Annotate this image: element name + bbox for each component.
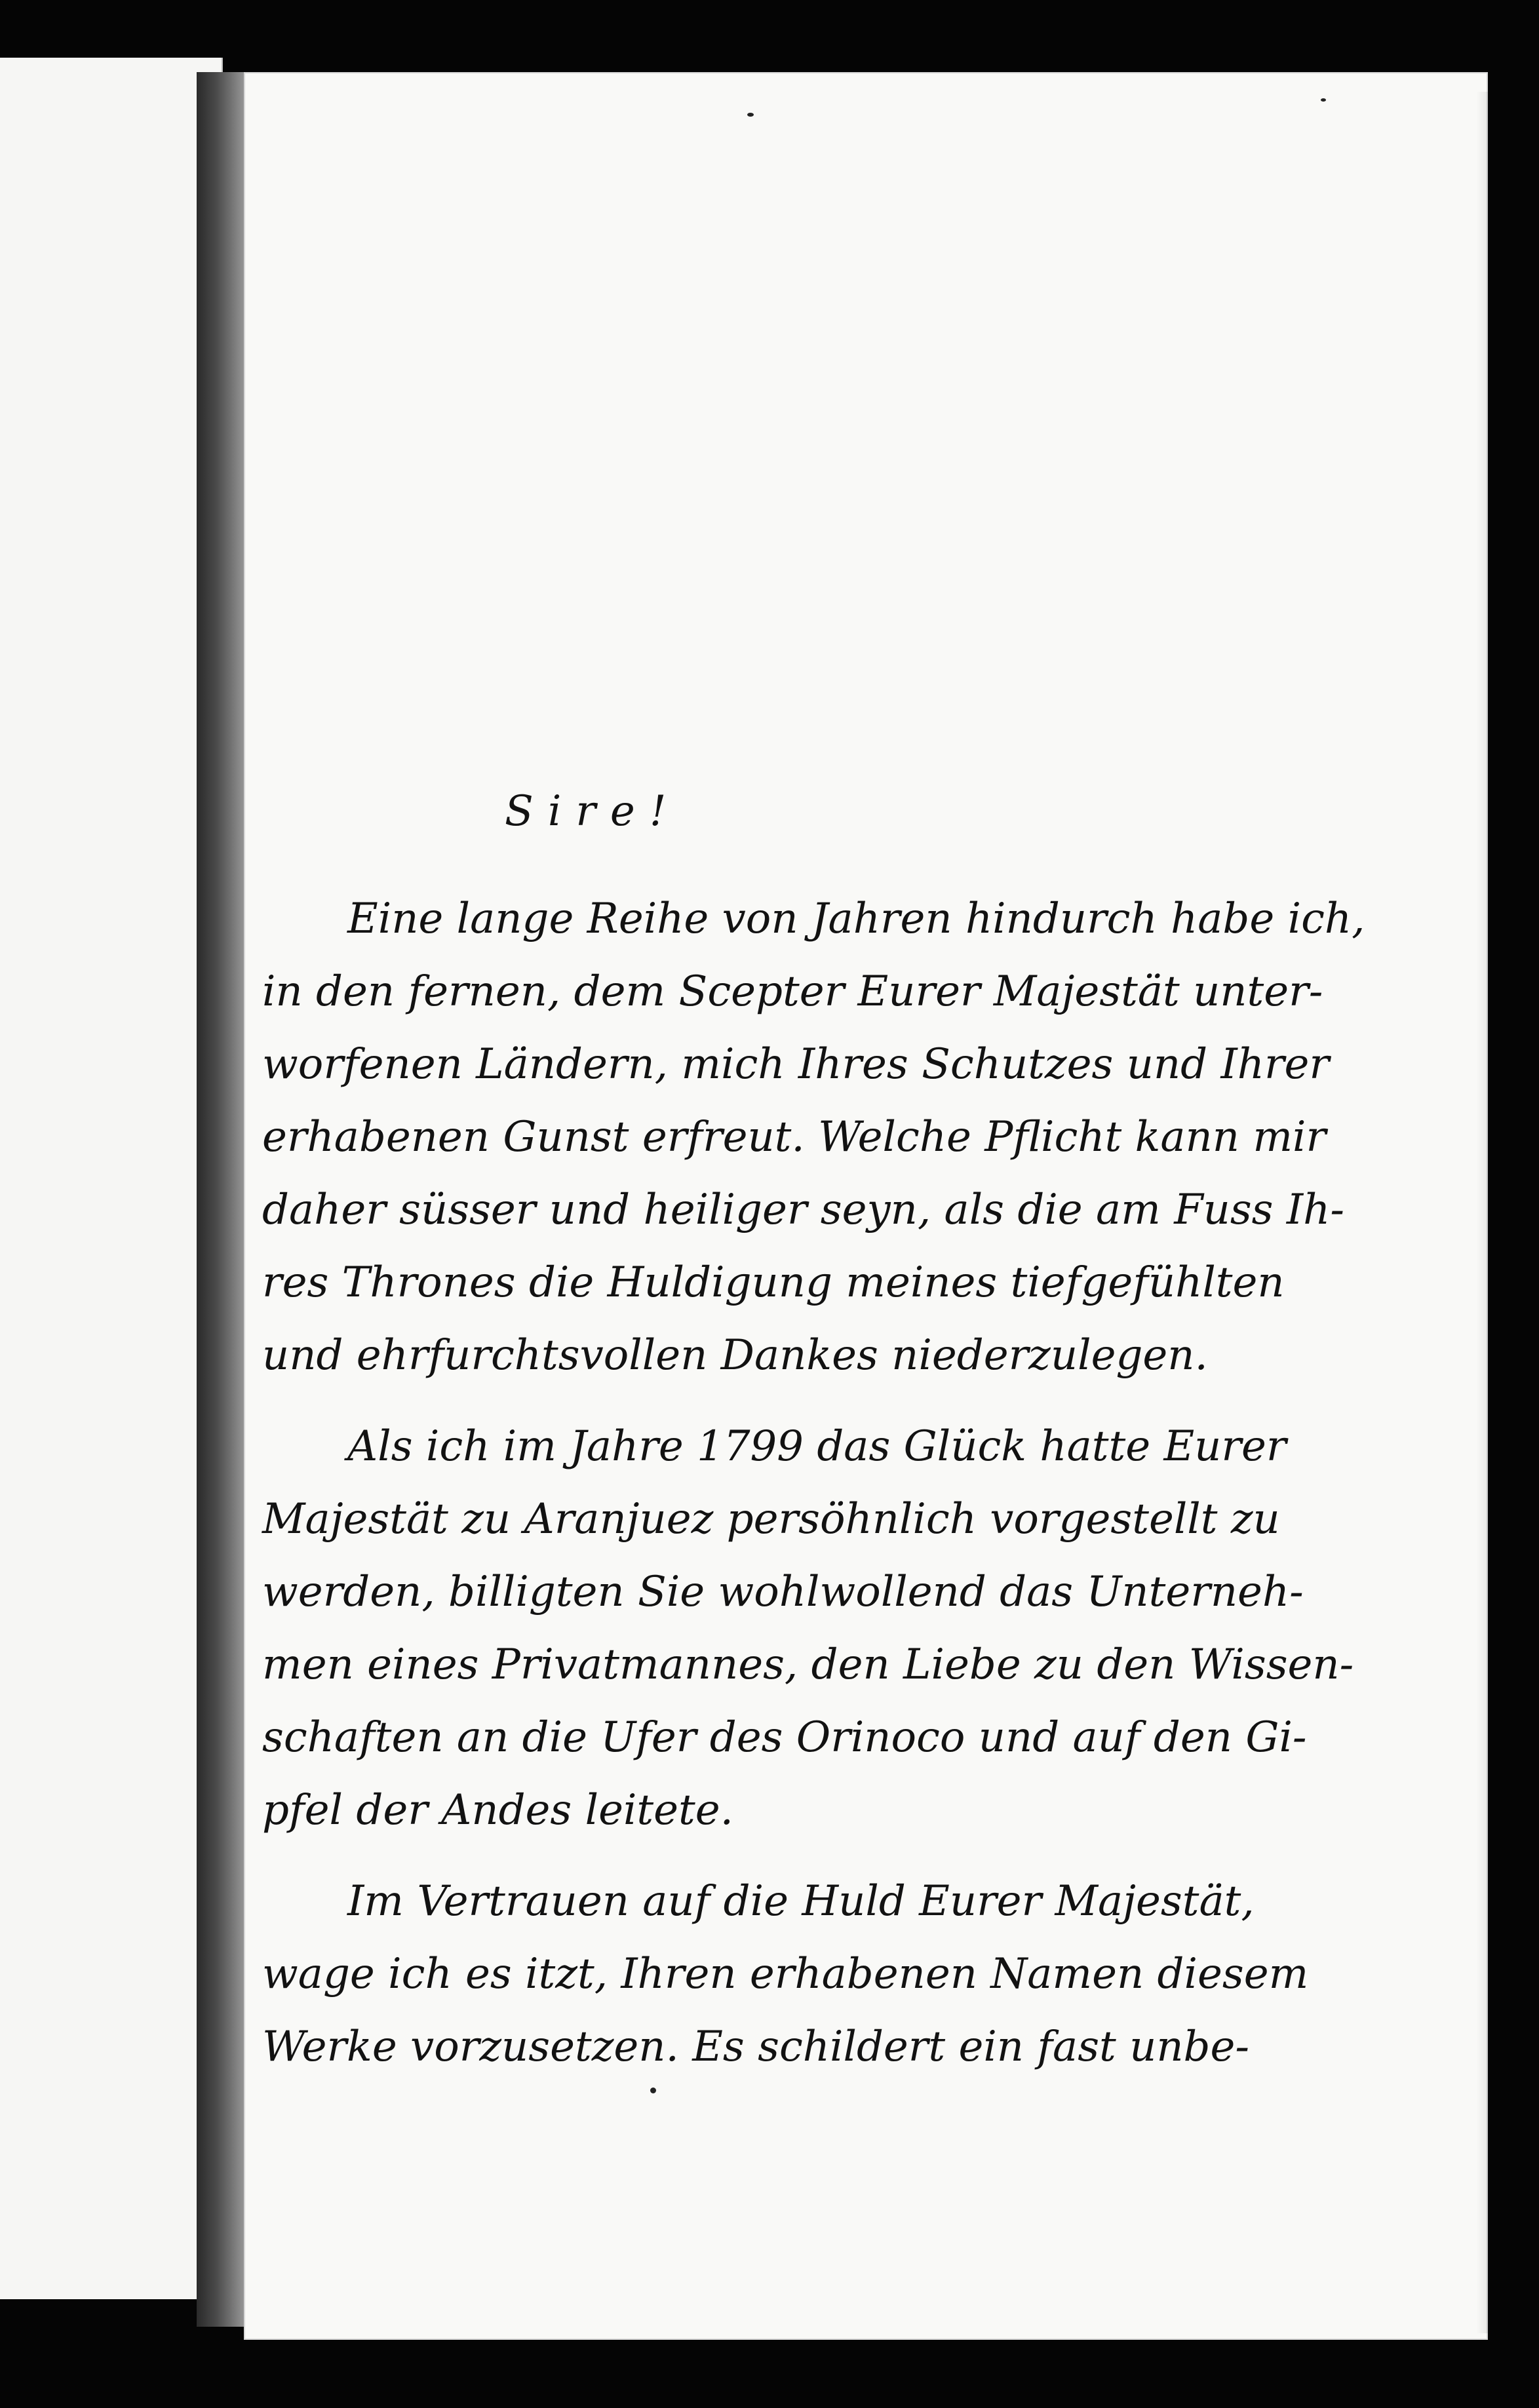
text-line: res Thrones die Huldigung meines tiefgefühlten <box>262 1258 1285 1307</box>
ink-speck <box>747 113 754 117</box>
text-line: daher süsser und heiliger seyn, als die am Fuss Ih- <box>262 1185 1344 1234</box>
text-line: wage ich es itzt, Ihren erhabenen Namen diesem <box>262 1949 1309 1998</box>
text-line: men eines Privatmannes, den Liebe zu den Wissen- <box>262 1640 1354 1689</box>
text-line: Majestät zu Aranjuez persöhnlich vorgestellt zu <box>262 1494 1280 1544</box>
text-line: schaften an die Ufer des Orinoco und auf den Gi- <box>262 1713 1307 1762</box>
text-line: und ehrfurchtsvollen Dankes niederzulegen. <box>262 1330 1208 1380</box>
text-line: erhabenen Gunst erfreut. Welche Pflicht kann mir <box>262 1112 1327 1161</box>
text-line: werden, billigten Sie wohlwollend das Unterneh- <box>262 1567 1304 1616</box>
salutation-heading: Sire! <box>505 787 681 836</box>
dedication-text <box>262 786 1365 2102</box>
text-line: Eine lange Reihe von Jahren hindurch habe ich, <box>347 894 1365 943</box>
paragraph-1 <box>262 883 1365 1392</box>
text-line: in den fernen, dem Scepter Eurer Majestät unter- <box>262 967 1323 1016</box>
text-line: Als ich im Jahre 1799 das Glück hatte Eurer <box>347 1422 1287 1471</box>
left-facing-page <box>0 58 223 2299</box>
ink-speck <box>1321 98 1326 102</box>
text-line: pfel der Andes leitete. <box>262 1785 733 1835</box>
text-line: Werke vorzusetzen. Es schildert ein fast unbe- <box>262 2022 1249 2071</box>
page-edge-shade <box>1476 92 1493 2333</box>
paragraph-3 <box>262 1865 1324 2084</box>
text-line: Im Vertrauen auf die Huld Eurer Majestät, <box>347 1876 1255 1926</box>
text-line: worfenen Ländern, mich Ihres Schutzes und Ihrer <box>262 1039 1329 1089</box>
paragraph-2 <box>262 1410 1354 1847</box>
